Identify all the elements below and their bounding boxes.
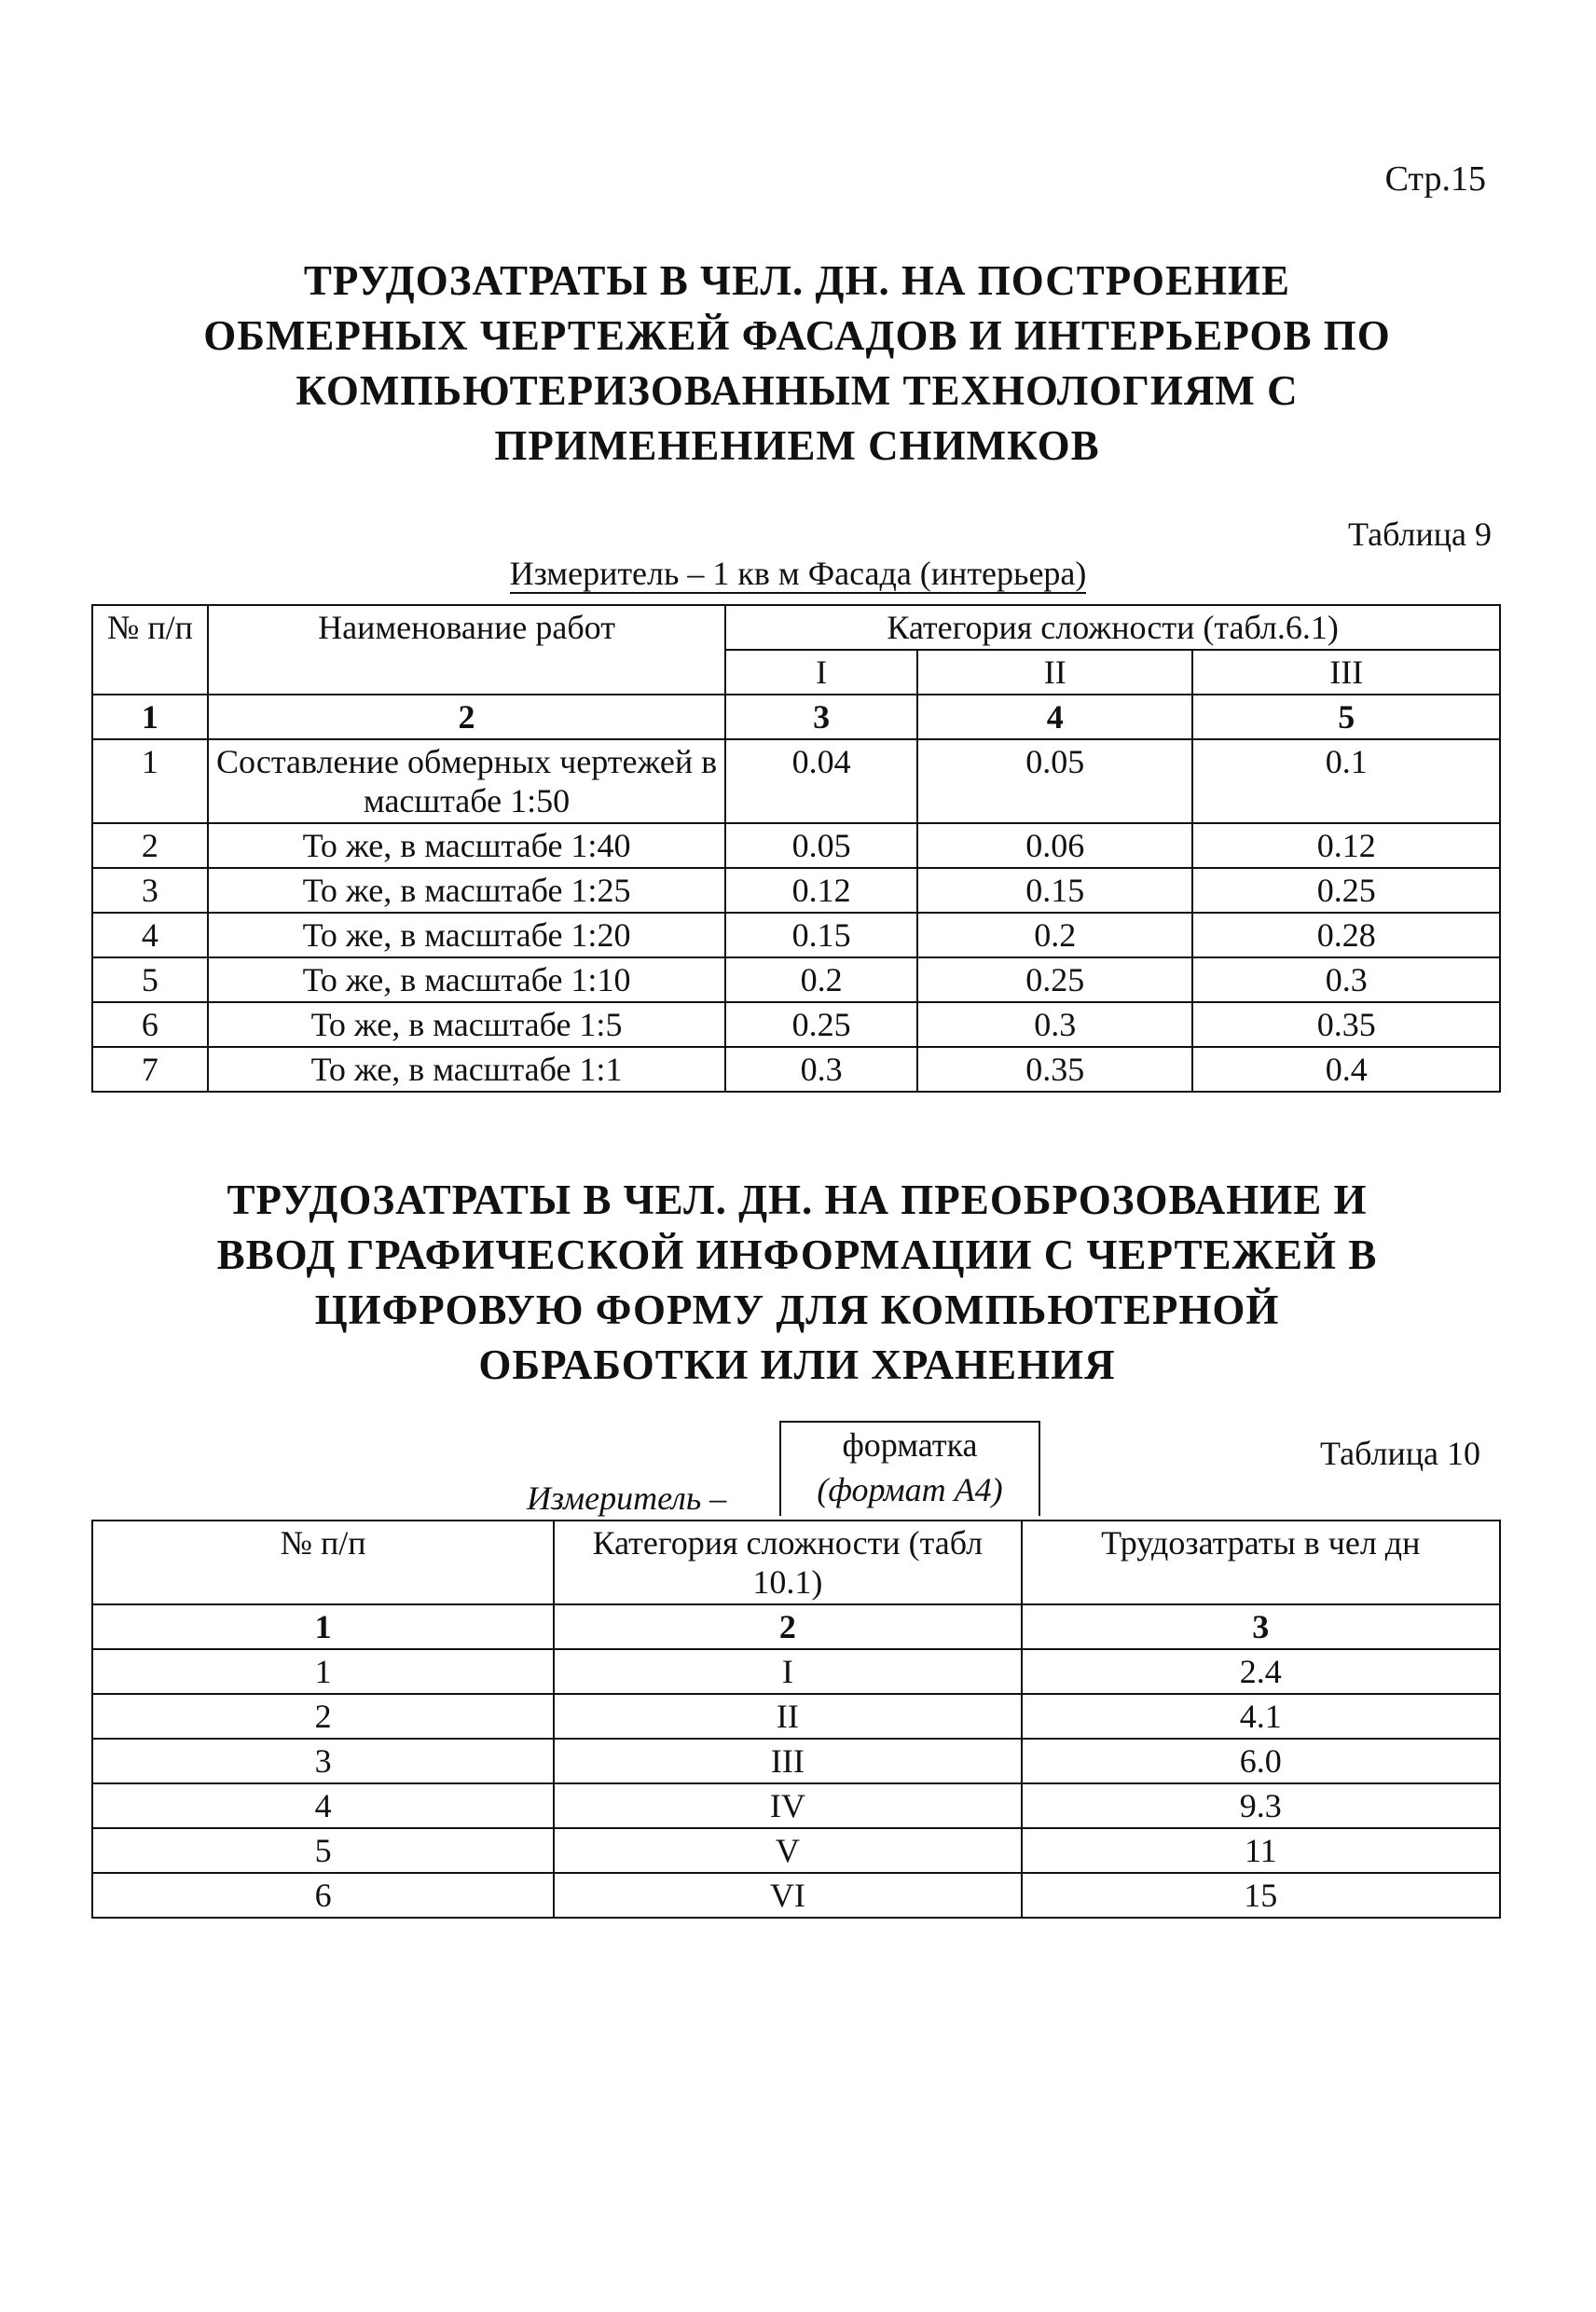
row-category: III — [554, 1739, 1021, 1783]
section2-title-line: ТРУДОЗАТРАТЫ В ЧЕЛ. ДН. НА ПРЕОБРОЗОВАНИЕ И — [227, 1177, 1368, 1223]
table9-label: Таблица 9 — [1348, 516, 1492, 553]
measure-box-line2: (формат А4) — [817, 1471, 1003, 1508]
row-category: I — [554, 1649, 1021, 1694]
header-name — [208, 605, 725, 695]
table9-measure-text: Измеритель – 1 кв м Фасада (интерьера) — [509, 555, 1087, 592]
row-c2: 0.35 — [917, 1047, 1193, 1092]
row-name: То же, в масштабе 1:5 — [208, 1002, 725, 1047]
row-labor: 15 — [1022, 1873, 1500, 1918]
section1-title-line: ПРИМЕНЕНИЕМ СНИМКОВ — [494, 422, 1100, 469]
row-c1: 0.15 — [725, 913, 917, 957]
col-number: 4 — [917, 695, 1193, 739]
table-row — [92, 868, 1500, 913]
row-num: 6 — [92, 1873, 554, 1918]
row-labor: 2.4 — [1022, 1649, 1500, 1694]
header-num — [92, 605, 208, 695]
header-labor: Трудозатраты в чел дн — [1022, 1521, 1500, 1604]
row-c2: 0.3 — [917, 1002, 1193, 1047]
row-num: 1 — [92, 1649, 554, 1694]
header-cat-ii: II — [917, 650, 1193, 695]
table10-measure-box — [779, 1421, 1040, 1516]
row-category: V — [554, 1828, 1021, 1873]
row-num: 2 — [92, 1694, 554, 1739]
row-num: 2 — [92, 823, 208, 868]
table-row — [92, 1694, 1500, 1739]
col-number: 2 — [208, 695, 725, 739]
row-c2: 0.05 — [917, 739, 1193, 823]
section1-title-line: ОБМЕРНЫХ ЧЕРТЕЖЕЙ ФАСАДОВ И ИНТЕРЬЕРОВ ПО — [203, 312, 1391, 359]
row-num: 3 — [92, 868, 208, 913]
page-number: Стр.15 — [1384, 159, 1486, 199]
section2-title-line: ОБРАБОТКИ ИЛИ ХРАНЕНИЯ — [478, 1342, 1116, 1388]
row-c2: 0.15 — [917, 868, 1193, 913]
row-num: 4 — [92, 1783, 554, 1828]
measure-box-line1: форматка — [842, 1426, 978, 1464]
table9-measure — [0, 554, 1596, 593]
row-c3: 0.1 — [1192, 739, 1500, 823]
row-c3: 0.35 — [1192, 1002, 1500, 1047]
table-row — [92, 1783, 1500, 1828]
row-num: 5 — [92, 1828, 554, 1873]
row-num: 6 — [92, 1002, 208, 1047]
row-labor: 4.1 — [1022, 1694, 1500, 1739]
section1-title-line: КОМПЬЮТЕРИЗОВАННЫМ ТЕХНОЛОГИЯМ С — [296, 367, 1299, 414]
row-c3: 0.25 — [1192, 868, 1500, 913]
row-c2: 0.06 — [917, 823, 1193, 868]
row-c1: 0.25 — [725, 1002, 917, 1047]
table-row — [92, 913, 1500, 957]
table9 — [91, 604, 1501, 1093]
row-num: 1 — [92, 739, 208, 823]
header-name-text: Наименование работ — [318, 609, 615, 646]
row-c1: 0.2 — [725, 957, 917, 1002]
table-row — [92, 739, 1500, 823]
col-number: 1 — [92, 695, 208, 739]
row-c1: 0.3 — [725, 1047, 917, 1092]
row-category: VI — [554, 1873, 1021, 1918]
header-num-text: № п/п — [106, 609, 193, 646]
row-name: То же, в масштабе 1:1 — [208, 1047, 725, 1092]
row-category: IV — [554, 1783, 1021, 1828]
col-number: 2 — [554, 1604, 1021, 1649]
header-category: Категория сложности (табл.6.1) — [725, 605, 1500, 650]
row-c2: 0.2 — [917, 913, 1193, 957]
table-row — [92, 1873, 1500, 1918]
section2-title-line: ЦИФРОВУЮ ФОРМУ ДЛЯ КОМПЬЮТЕРНОЙ — [314, 1287, 1280, 1333]
header-num: № п/п — [92, 1521, 554, 1604]
row-c3: 0.3 — [1192, 957, 1500, 1002]
row-c3: 0.28 — [1192, 913, 1500, 957]
row-num: 5 — [92, 957, 208, 1002]
table-row — [92, 1649, 1500, 1694]
col-number: 5 — [1192, 695, 1500, 739]
row-name: То же, в масштабе 1:10 — [208, 957, 725, 1002]
row-name: Составление обмерных чертежей в масштабе 1:50 — [208, 739, 725, 823]
row-name: То же, в масштабе 1:20 — [208, 913, 725, 957]
row-labor: 9.3 — [1022, 1783, 1500, 1828]
table10 — [91, 1520, 1501, 1919]
table10-measure-prefix: Измеритель – — [527, 1479, 727, 1517]
table10-label: Таблица 10 — [1320, 1435, 1480, 1472]
row-c2: 0.25 — [917, 957, 1193, 1002]
header-cat-i: I — [725, 650, 917, 695]
section2-title-line: ВВОД ГРАФИЧЕСКОЙ ИНФОРМАЦИИ С ЧЕРТЕЖЕЙ В — [216, 1232, 1378, 1278]
col-number: 1 — [92, 1604, 554, 1649]
table-row — [92, 957, 1500, 1002]
header-cat-iii: III — [1192, 650, 1500, 695]
row-c1: 0.12 — [725, 868, 917, 913]
table-row — [92, 1047, 1500, 1092]
row-num: 3 — [92, 1739, 554, 1783]
table-row — [92, 1002, 1500, 1047]
row-c1: 0.04 — [725, 739, 917, 823]
row-labor: 6.0 — [1022, 1739, 1500, 1783]
row-c1: 0.05 — [725, 823, 917, 868]
row-name: То же, в масштабе 1:25 — [208, 868, 725, 913]
section1-title-line: ТРУДОЗАТРАТЫ В ЧЕЛ. ДН. НА ПОСТРОЕНИЕ — [303, 257, 1291, 304]
header-category: Категория сложности (табл 10.1) — [554, 1521, 1021, 1604]
row-category: II — [554, 1694, 1021, 1739]
col-number: 3 — [725, 695, 917, 739]
row-name: То же, в масштабе 1:40 — [208, 823, 725, 868]
table-row — [92, 1739, 1500, 1783]
row-num: 7 — [92, 1047, 208, 1092]
table-row — [92, 823, 1500, 868]
section2-title — [131, 1173, 1464, 1393]
row-c3: 0.12 — [1192, 823, 1500, 868]
col-number: 3 — [1022, 1604, 1500, 1649]
section1-title — [131, 254, 1464, 474]
table-row — [92, 1828, 1500, 1873]
row-labor: 11 — [1022, 1828, 1500, 1873]
row-num: 4 — [92, 913, 208, 957]
row-c3: 0.4 — [1192, 1047, 1500, 1092]
